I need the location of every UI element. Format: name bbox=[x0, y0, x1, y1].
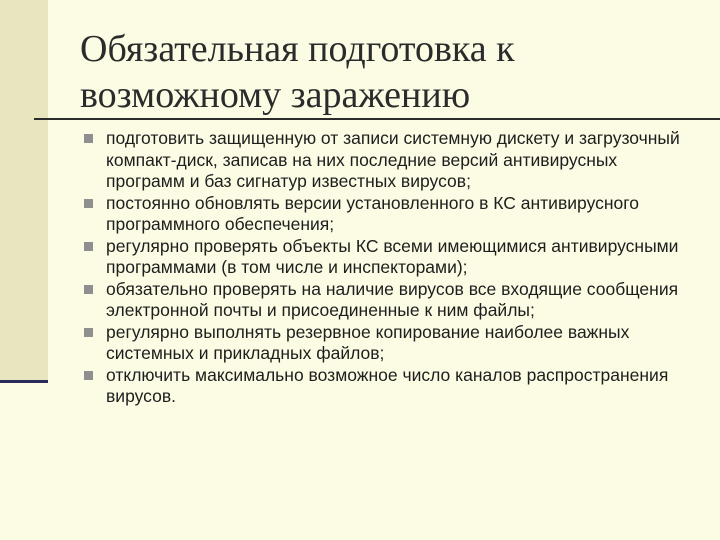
bullet-text: регулярно выполнять резервное копирование наиболее важных системных и прикладных файлов; bbox=[106, 321, 630, 363]
side-decor-line bbox=[0, 380, 48, 383]
square-bullet-icon bbox=[84, 285, 93, 294]
square-bullet-icon bbox=[84, 242, 93, 251]
bullet-text: отключить максимально возможное число каналов распространения вирусов. bbox=[106, 364, 669, 406]
slide-title-line-1: Обязательная подготовка к bbox=[80, 28, 515, 70]
bullet-item bbox=[84, 279, 694, 322]
bullet-text: регулярно проверять объекты КС всеми имеющимися антивирусными программами (в том числе и инспекторами); bbox=[106, 235, 679, 277]
bullet-item bbox=[84, 365, 694, 408]
square-bullet-icon bbox=[84, 371, 93, 380]
bullet-text: постоянно обновлять версии установленного в КС антивирусного программного обеспечения; bbox=[106, 192, 639, 234]
slide-title bbox=[80, 26, 700, 118]
bullet-text: обязательно проверять на наличие вирусов все входящие сообщения электронной почты и присоединенные к ним файлы; bbox=[106, 278, 679, 320]
slide-title-line-2: возможному заражению bbox=[80, 74, 471, 116]
square-bullet-icon bbox=[84, 134, 93, 143]
bullet-item bbox=[84, 322, 694, 365]
bullet-text: подготовить защищенную от записи системную дискету и загрузочный компакт-диск, записав на них последние версий антивирусных программ и баз сигнатур известных вирусов; bbox=[106, 128, 680, 191]
bullet-list bbox=[84, 128, 694, 408]
bullet-item bbox=[84, 193, 694, 236]
title-underline bbox=[34, 118, 720, 120]
square-bullet-icon bbox=[84, 199, 93, 208]
bullet-item bbox=[84, 236, 694, 279]
bullet-item bbox=[84, 128, 694, 193]
side-decor-panel bbox=[0, 0, 48, 382]
square-bullet-icon bbox=[84, 328, 93, 337]
